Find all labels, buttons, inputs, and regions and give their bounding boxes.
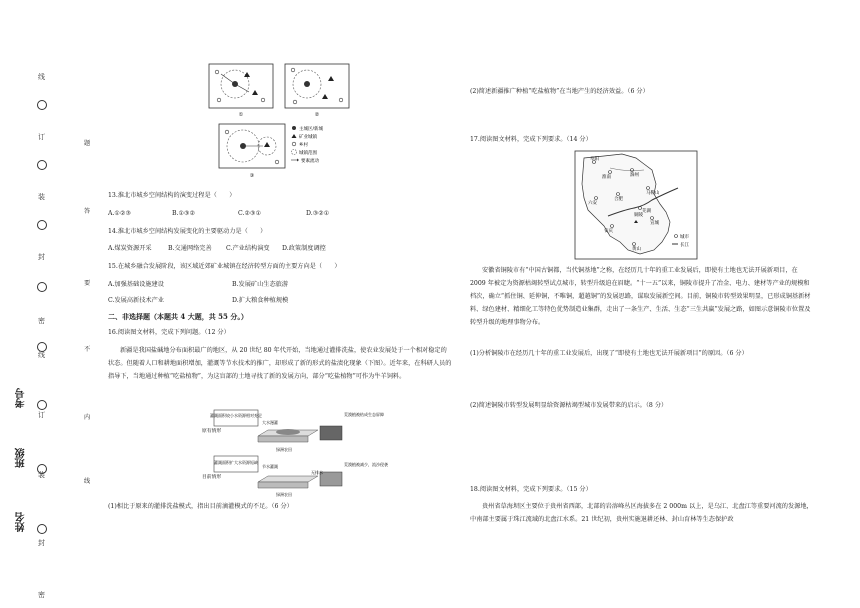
map-place: 合肥 <box>614 197 623 202</box>
q13-option: B.①③② <box>172 210 196 217</box>
q15-option: A.加强基础设施建设 <box>108 281 164 288</box>
q16-text: 新疆是我国盐碱地分布面积最广的地区，从 20 世纪 80 年代开始，当地通过灌排洗盐，使农业发展处于一个相对稳定的状态。但随着人口和耕地面积增加，灌溉等节水技术的推广，却形成了新的形式的盐渍化现象（下图）。近年来，在科研人员的指导下，当地通过种植“吃盐植物”，为这盲部的土地寻找了新的发展方向，部分“吃盐植物”可作为牛羊饲料。 <box>108 347 452 380</box>
anhui-map <box>574 150 698 260</box>
margin-char: 线 <box>38 351 45 359</box>
margin-char: 封 <box>38 539 45 547</box>
q17-1: (1)分析铜陵市在经历几十年的重工业发展后，出现了“即使有土地也无法开展新项目”的原因。（6 分） <box>470 350 748 357</box>
q16-stem: 16.阅读图文材料，完成下列问题。（12 分） <box>108 329 230 336</box>
salinization-diagram <box>198 406 388 498</box>
margin-circle <box>37 100 47 110</box>
q14-option: D.政策制度调控 <box>282 245 326 252</box>
binding-margin <box>28 60 54 608</box>
urban-structure-figure <box>205 62 357 180</box>
map-place: 宣城 <box>650 221 659 226</box>
inner-char: 答 <box>84 208 91 215</box>
q13-option: A.①②③ <box>108 210 132 217</box>
q18-stem: 18.阅读图文材料，完成下列要求。（15 分） <box>470 486 592 493</box>
diag-right1: 荒漠植被枯成生态屏障 <box>344 412 384 417</box>
q15-option: D.扩大粮食种植规模 <box>232 297 289 304</box>
inner-char: 线 <box>84 478 91 485</box>
q17-2: (2)简述铜陵市转型发展明显给资源枯竭型城市发展带来的启示。（8 分） <box>470 402 668 409</box>
q15-stem: 15.在城乡融合发展阶段，该区域近郊矿业城镇在经济转型方面的主要方向是（ ） <box>108 263 341 270</box>
map-place: 安庆 <box>604 229 613 234</box>
legend-item: 矿业城镇 <box>299 135 317 140</box>
margin-circle <box>37 160 47 170</box>
q15-option: B.发展矿山生态旅游 <box>232 281 289 288</box>
legend-item: 乡村 <box>299 143 308 148</box>
diag-box1: 灌溉面积较小水资源相对充足 <box>210 413 262 418</box>
map-place: 六安 <box>588 201 597 206</box>
diag-past: 原有情形 <box>202 429 222 434</box>
fig-label: ② <box>314 112 320 118</box>
margin-char: 密 <box>38 317 45 325</box>
diag-arrow2: 节水灌溉 <box>262 464 278 469</box>
map-place: 黄山 <box>632 247 641 252</box>
map-place: 阜阳 <box>590 157 599 162</box>
q14-stem: 14.淮北市城乡空间结构发展变化的主要驱动力是（ ） <box>108 228 267 235</box>
q17-text: 安徽省铜陵市有“中国古铜都，当代铜基地”之称，在经历几十年的重工业发展后，即使有土地也无法开展新项目，在 2009 年被定为资源枯竭转型试点城市，转型升级迫在眉睫。“十一五”以来，铜陵市提升了冶金、电力、建材等产业的规模和档次，确立“抓住铜、延伸铜，不唯铜，超越铜”的发展思路，谋取发展新空间。目前，铜陵市转型效果明显，已形成铜基新材料、绿色建材、精细化工等特色优势制造业集群，走出了一条生产、生活、生态“三生共赢”发展之路，如图示意铜陵市位置及转型升级的地理事物分布。 <box>470 267 811 326</box>
inner-char: 要 <box>84 280 91 287</box>
inner-char: 不 <box>84 346 91 353</box>
map-place: 马鞍山 <box>646 191 660 196</box>
map-legend: 长江 <box>680 243 689 248</box>
margin-circle <box>37 524 47 534</box>
q13-stem: 13.淮北市城乡空间结构的演变过程是（ ） <box>108 192 236 199</box>
diag-noflood: 无排水 <box>311 470 323 475</box>
legend-item: 要素流动 <box>301 159 319 164</box>
inner-char: 内 <box>84 414 91 421</box>
inner-char: 题 <box>84 140 91 147</box>
class-label: 班级 <box>16 448 27 468</box>
exam-no-label: 考号 <box>16 388 27 408</box>
map-legend: 城市 <box>680 235 689 240</box>
q16-2: (2)简述新疆推广种植“吃盐植物”在当地产生的经济效益。（6 分） <box>470 88 649 95</box>
margin-char: 封 <box>38 253 45 261</box>
q14-option: B.交通网络完善 <box>168 245 212 252</box>
fig-label: ① <box>238 112 244 118</box>
diag-right2: 荒漠植被减少，流沙侵袭 <box>344 462 388 467</box>
diag-arrow1: 大水漫灌 <box>262 420 278 425</box>
margin-circle <box>37 400 47 410</box>
q14-option: C.产业结构演变 <box>226 245 270 252</box>
map-place: 铜陵 <box>634 213 643 218</box>
map-place: 淮南 <box>602 175 611 180</box>
name-label: 姓名 <box>16 512 27 532</box>
q14-option: A.煤炭资源开采 <box>108 245 152 252</box>
q17-stem: 17.阅读图文材料，完成下列要求。（14 分） <box>470 136 592 143</box>
fig-label: ③ <box>249 173 255 179</box>
map-place: 芜湖 <box>642 209 651 214</box>
map-place: 滁州 <box>630 173 639 178</box>
margin-char: 订 <box>38 411 45 419</box>
margin-char: 线 <box>38 73 45 81</box>
margin-char: 装 <box>38 193 45 201</box>
q18-text: 贵州省草海坝区主要位于贵州省西部，北部的岩溶峰丛区海拔多在 2 000m 以上，是乌江、北盘江等重要河流的发源地，中南部主要属于珠江流域的北盘江水系。21 世纪初，贵州实施退耕还林、封山育林等生态保护政 <box>470 503 813 523</box>
margin-circle <box>37 220 47 230</box>
q15-option: C.发展高新技术产业 <box>108 297 164 304</box>
section-heading: 二、非选择题（本题共 4 大题，共 55 分。） <box>108 312 248 321</box>
diag-box2: 灌溉面积扩大水资源短缺 <box>214 460 258 465</box>
legend-item: 城镇范围 <box>299 151 317 156</box>
q13-option: C.②③① <box>238 210 262 217</box>
margin-char: 装 <box>38 471 45 479</box>
legend-item: 主城区/新城 <box>299 127 324 132</box>
diag-field: 绿洲农田 <box>276 447 292 452</box>
diag-now: 目前情形 <box>202 475 222 480</box>
margin-char: 密 <box>38 591 45 599</box>
margin-char: 订 <box>38 133 45 141</box>
q16-1: (1)相比于原来的灌排洗盐模式，指出目前滴灌模式的不足。（6 分） <box>108 503 293 510</box>
q13-option: D.③②① <box>306 210 330 217</box>
diag-field: 绿洲农田 <box>276 492 292 497</box>
margin-circle <box>37 282 47 292</box>
